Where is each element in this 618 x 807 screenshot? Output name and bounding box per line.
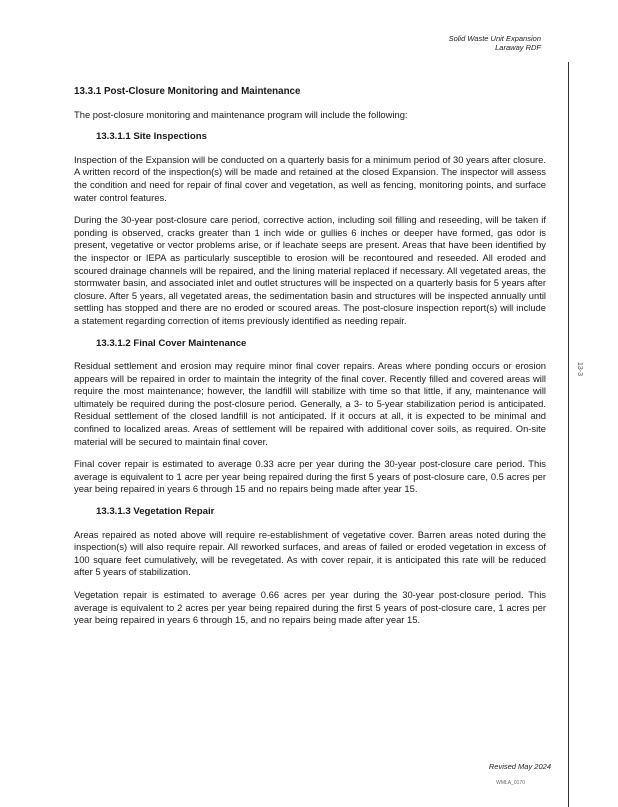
- margin-rule: [568, 62, 569, 807]
- section-title: 13.3.1 Post-Closure Monitoring and Maintenance: [74, 86, 301, 97]
- paragraph: Final cover repair is estimated to average 0.33 acre per year during the 30-year post-closure care period. This average is equivalent to 1 acre per year being repaired during the first 5 years of post-closure care, 0.5 acres per year being repaired in years 6 through 15 and no repairs being made after year 15.: [74, 458, 546, 495]
- subsection-title-vegetation: 13.3.1.3 Vegetation Repair: [96, 506, 215, 518]
- margin-mark: 13-3: [576, 362, 583, 377]
- paragraph: Residual settlement and erosion may require minor final cover repairs. Areas where ponding occurs or erosion appears will be repaired in order to maintain the integrity of the final cover. Recently filled and covered areas will require the most maintenance; however, the landfill will stabilize with time so that little, if any, maintenance will ultimately be required during the post-closure period. Generally, a 3- to 5-year stabilization period is anticipated. Residual settlement of the closed landfill is not anticipated. If it occurs at all, it is expected to be minimal and confined to localized areas. Areas of settlement will be repaired with additional cover soils, as required. On-site material will be secured to maintain final cover.: [74, 360, 546, 447]
- subsection-title-final-cover: 13.3.1.2 Final Cover Maintenance: [96, 337, 247, 349]
- header-project-name: Solid Waste Unit Expansion: [448, 34, 541, 43]
- section-intro: The post-closure monitoring and maintenance program will include the following:: [74, 108, 408, 120]
- bates-stamp: WMLA_0170: [496, 780, 525, 786]
- paragraph: Vegetation repair is estimated to average 0.66 acres per year during the 30-year post-closure period. This average is equivalent to 2 acres per year being repaired during the first 5 years of post-closure care, 1 acres per year being repaired in years 6 through 15, and no repairs being made after year 15.: [74, 589, 546, 626]
- paragraph: Inspection of the Expansion will be conducted on a quarterly basis for a minimum period of 30 years after closure. A written record of the inspection(s) will be made and retained at the closed Expansion. The inspector will assess the condition and need for repair of final cover and vegetation, as well as fencing, monitoring points, and surface water control features.: [74, 153, 546, 203]
- paragraph: Areas repaired as noted above will require re-establishment of vegetative cover. Barren areas noted during the inspection(s) will also require repair. All reworked surfaces, and areas of failed or eroded vegetation in excess of 100 square feet cumulatively, will be revegetated. As with cover repair, it is anticipated this rate will be reduced after 5 years of stabilization.: [74, 528, 546, 578]
- header-site-name: Laraway RDF: [495, 43, 541, 52]
- subsection-title-site-inspections: 13.3.1.1 Site Inspections: [96, 131, 207, 143]
- document-body: [74, 86, 546, 637]
- paragraph: During the 30-year post-closure care period, corrective action, including soil filling and reseeding, will be taken if ponding is observed, cracks greater than 1 inch wide or gullies 6 inches or deeper have formed, gas odor is present, vegetative or vector problems arise, or if leachate seeps are present. Areas that have been identified by the inspector or IEPA as particularly susceptible to erosion will be recontoured and reseeded. All eroded and scoured drainage channels will be repaired, and the lining material replaced if necessary. All vegetated areas, the stormwater basin, and associated inlet and outlet structures will be inspected on a quarterly basis for 5 years after closure. After 5 years, all vegetated areas, the sedimentation basin and structures will be inspected annually until settling has stopped and there are no eroded or scoured areas. The post-closure inspection report(s) will include a statement regarding correction of items previously identified as needing repair.: [74, 214, 546, 326]
- document-header: [449, 34, 541, 52]
- revision-footer: Revised May 2024: [488, 762, 551, 771]
